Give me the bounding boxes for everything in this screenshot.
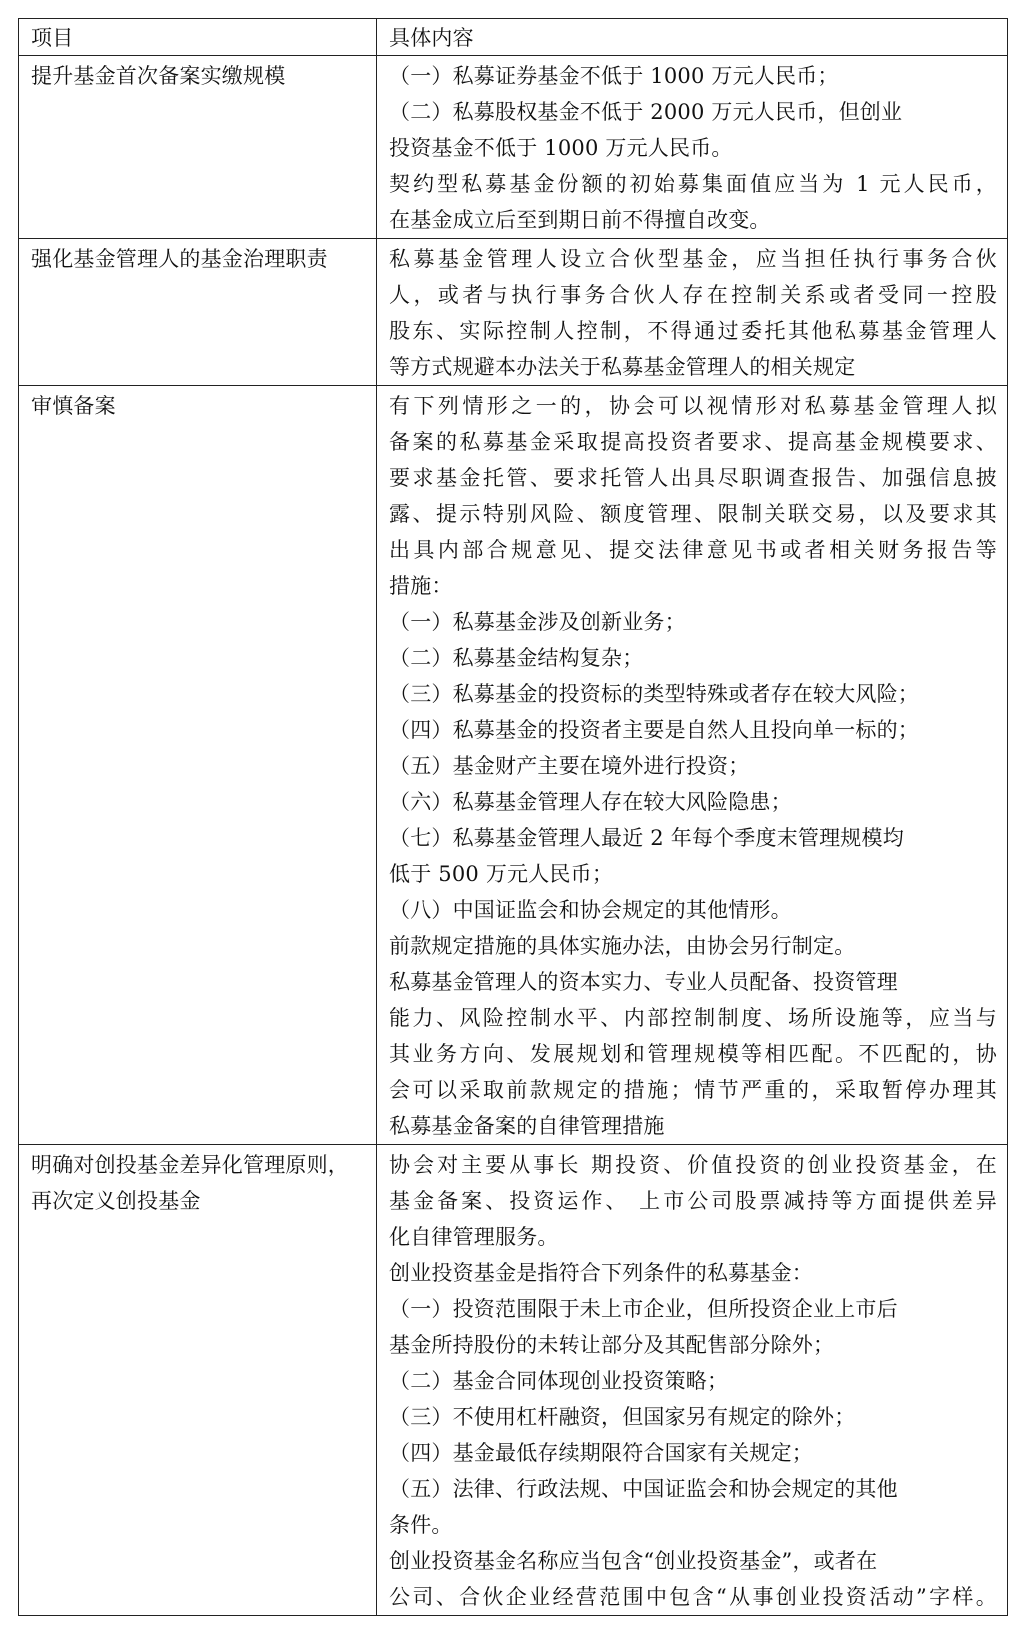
content-line: 备案的私募基金采取提高投资者要求、提高基金规模要求、 <box>389 430 997 454</box>
table-body <box>19 19 1008 1616</box>
content-line: （一）私募证券基金不低于 1000 万元人民币； <box>389 64 839 88</box>
content-line: （七）私募基金管理人最近 2 年每个季度末管理规模均 <box>389 826 904 850</box>
header-item: 项目 <box>19 19 377 56</box>
content-line: 前款规定措施的具体实施办法，由协会另行制定。 <box>389 934 856 958</box>
content-line: （二）基金合同体现创业投资策略； <box>389 1369 729 1393</box>
row-content-cell <box>377 386 1008 1145</box>
content-line: 股东、实际控制人控制，不得通过委托其他私募基金管理人 <box>389 319 997 343</box>
content-line: 契约型私募基金份额的初始募集面值应当为 1 元人民币， <box>389 172 997 196</box>
policy-table <box>18 18 1008 1616</box>
content-line: （一）私募基金涉及创新业务； <box>389 610 686 634</box>
content-line: 私募基金备案的自律管理措施 <box>389 1114 665 1138</box>
table-row <box>19 1145 1008 1616</box>
row-content-cell <box>377 56 1008 239</box>
content-line: 基金备案、投资运作、 上市公司股票减持等方面提供差异 <box>389 1189 997 1213</box>
content-line: （三）不使用杠杆融资，但国家另有规定的除外； <box>389 1405 856 1429</box>
item-text: 明确对创投基金差异化管理原则， <box>31 1153 349 1177</box>
header-content: 具体内容 <box>377 19 1008 56</box>
content-line: 在基金成立后至到期日前不得擅自改变。 <box>389 208 771 232</box>
content-line: （五）法律、行政法规、中国证监会和协会规定的其他 <box>389 1477 898 1501</box>
content-line: （三）私募基金的投资标的类型特殊或者存在较大风险； <box>389 682 919 706</box>
table-row <box>19 56 1008 239</box>
content-line: 等方式规避本办法关于私募基金管理人的相关规定 <box>389 355 856 379</box>
content-line: 有下列情形之一的，协会可以视情形对私募基金管理人拟 <box>389 394 997 418</box>
content-line: （一）投资范围限于未上市企业，但所投资企业上市后 <box>389 1297 898 1321</box>
item-text: 再次定义创投基金 <box>31 1189 201 1213</box>
content-line: 投资基金不低于 1000 万元人民币。 <box>389 136 733 160</box>
row-item-cell <box>19 56 377 239</box>
content-line: 公司、合伙企业经营范围中包含“从事创业投资活动”字样。 <box>389 1585 997 1609</box>
content-line: （四）基金最低存续期限符合国家有关规定； <box>389 1441 813 1465</box>
table-row <box>19 239 1008 386</box>
content-line: 其业务方向、发展规划和管理规模等相匹配。不匹配的，协 <box>389 1042 997 1066</box>
content-line: 创业投资基金是指符合下列条件的私募基金： <box>389 1261 813 1285</box>
content-line: （八）中国证监会和协会规定的其他情形。 <box>389 898 792 922</box>
content-line: （五）基金财产主要在境外进行投资； <box>389 754 750 778</box>
content-line: （二）私募基金结构复杂； <box>389 646 644 670</box>
row-content-cell <box>377 1145 1008 1616</box>
item-text: 强化基金管理人的基金治理职责 <box>31 247 328 271</box>
content-line: 会可以采取前款规定的措施；情节严重的，采取暂停办理其 <box>389 1078 997 1102</box>
content-line: 协会对主要从事长 期投资、价值投资的创业投资基金，在 <box>389 1153 997 1177</box>
row-content-cell <box>377 239 1008 386</box>
content-line: 条件。 <box>389 1513 453 1537</box>
content-line: 要求基金托管、要求托管人出具尽职调查报告、加强信息披 <box>389 466 997 490</box>
content-line: 基金所持股份的未转让部分及其配售部分除外； <box>389 1333 835 1357</box>
content-line: 化自律管理服务。 <box>389 1225 559 1249</box>
content-line: 措施： <box>389 574 453 598</box>
content-line: 私募基金管理人的资本实力、专业人员配备、投资管理 <box>389 970 898 994</box>
content-line: （六）私募基金管理人存在较大风险隐患； <box>389 790 792 814</box>
table-row <box>19 386 1008 1145</box>
row-item-cell <box>19 386 377 1145</box>
content-line: 露、提示特别风险、额度管理、限制关联交易，以及要求其 <box>389 502 997 526</box>
content-line: 出具内部合规意见、提交法律意见书或者相关财务报告等 <box>389 538 997 562</box>
item-text: 审慎备案 <box>31 394 116 418</box>
table-header-row <box>19 19 1008 56</box>
content-line: （四）私募基金的投资者主要是自然人且投向单一标的； <box>389 718 919 742</box>
content-line: （二）私募股权基金不低于 2000 万元人民币，但创业 <box>389 100 903 124</box>
content-line: 私募基金管理人设立合伙型基金，应当担任执行事务合伙 <box>389 247 997 271</box>
item-text: 提升基金首次备案实缴规模 <box>31 64 286 88</box>
content-line: 低于 500 万元人民币； <box>389 862 614 886</box>
row-item-cell <box>19 239 377 386</box>
content-line: 创业投资基金名称应当包含“创业投资基金”，或者在 <box>389 1549 878 1573</box>
content-line: 能力、风险控制水平、内部控制制度、场所设施等，应当与 <box>389 1006 997 1030</box>
row-item-cell <box>19 1145 377 1616</box>
content-line: 人，或者与执行事务合伙人存在控制关系或者受同一控股 <box>389 283 997 307</box>
